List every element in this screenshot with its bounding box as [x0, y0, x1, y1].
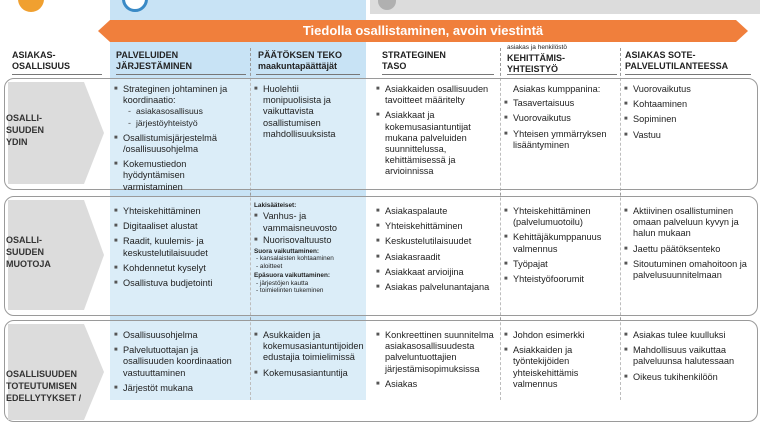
column-header-line: STRATEGINEN	[382, 50, 446, 60]
list-item: ■ Aktiivinen osallistuminen omaan palveluun kyvyn ja halun mukaan	[624, 206, 750, 240]
list-item: ■ Digitaaliset alustat	[114, 221, 248, 232]
column-header-service-situation	[625, 50, 755, 72]
list-item: ■ Jaettu päätöksenteko	[624, 244, 750, 255]
list-item: ■ Huolehtii monipuolisista ja vaikuttavista osallistumisen mahdollisuuksista	[254, 84, 358, 140]
cell-core-development	[504, 84, 616, 155]
column-header-line: ASIAKAS SOTE-	[625, 50, 696, 60]
header-underline	[382, 74, 494, 75]
list-item: ■ Osallistumisjärjestelmä /osallisuusohjelma	[114, 133, 246, 155]
cell-forms-strategic	[376, 206, 496, 297]
column-header-subtitle: asiakas ja henkilöstö	[507, 44, 567, 51]
column-header-line: TASO	[382, 61, 407, 71]
list-item: ■ Asiakas tulee kuulluksi	[624, 330, 748, 341]
column-header-participation	[12, 50, 102, 72]
column-header-decision-making	[258, 50, 368, 72]
list-item: ■ Palvelutuottajan ja osallisuuden koordinaation vastuuttaminen	[114, 345, 248, 379]
row-label-line: TOTEUTUMISEN	[6, 381, 77, 391]
list-item: ■ Osallisuusohjelma	[114, 330, 248, 341]
cell-prereq-service	[624, 330, 748, 387]
list-item: ■ Asiakas palvelunantajana	[376, 282, 496, 293]
column-header-line: PÄÄTÖKSEN TEKO	[258, 50, 343, 60]
row-label-line: OSALLISUUDEN	[6, 369, 78, 379]
orange-circle-icon	[18, 0, 44, 12]
list-item: ■ Asiakkaiden ja työntekijöiden yhteiskehittämis valmennus	[504, 345, 616, 390]
header-underline	[256, 74, 360, 75]
list-item: ■ Vuorovaikutus	[504, 113, 616, 124]
column-header-line: maakuntapäättäjät	[258, 61, 338, 71]
cell-forms-development	[504, 206, 614, 289]
cell-prereq-organizing	[114, 330, 248, 398]
row-label-core	[6, 112, 102, 148]
row-label-line: EDELLYTYKSET /	[6, 393, 82, 403]
row-label-line: OSALLI-	[6, 113, 42, 123]
column-header-line: ASIAKAS-	[12, 50, 56, 60]
list-item: ■ Asiakkaat arvioijina	[376, 267, 496, 278]
cell-core-strategic	[376, 84, 496, 182]
list-item: ■ Sitoutuminen omahoitoon ja palvelusuunnitelmaan	[624, 259, 750, 281]
list-item: - järjestöyhteistyö	[114, 118, 246, 129]
row-label-line: SUUDEN	[6, 247, 45, 257]
indirect-title: Epäsuora vaikuttaminen:	[254, 272, 330, 280]
list-item: ■ Kehittäjäkumppanuus valmennus	[504, 232, 614, 254]
column-header-line: YHTEISTYÖ	[507, 64, 559, 74]
list-item: ■ Strateginen johtaminen ja koordinaatio:	[114, 84, 246, 106]
list-item: ■ Yhteistyöfoorumit	[504, 274, 614, 285]
list-item: ■ Asukkaiden ja kokemusasiantuntijoiden edustajia toimielimissä	[254, 330, 360, 364]
direct-title: Suora vaikuttaminen:	[254, 248, 319, 256]
cell-forms-organizing	[114, 206, 248, 293]
column-header-line: PALVELUTILANTEESSA	[625, 61, 729, 71]
list-item: ■ Mahdollisuus vaikuttaa palveluunsa halutessaan	[624, 345, 748, 367]
list-item: ■ Asiakkaat ja kokemusasiantuntijat mukana palveluiden suunnittelussa, kehittämisessä ja arvioinnissa	[376, 110, 496, 177]
list-item: ■ Sopiminen	[624, 114, 748, 125]
row-label-forms	[6, 234, 102, 270]
row-label-line: MUOTOJA	[6, 259, 51, 269]
list-item: ■ Kohtaaminen	[624, 99, 748, 110]
list-item: ■ Yhteiskehittäminen	[114, 206, 248, 217]
list-item: ■ Asiakas	[376, 379, 498, 390]
list-item: ■ Yhteisen ymmärryksen lisääntyminen	[504, 129, 616, 151]
list-item: ■ Asiakaspalaute	[376, 206, 496, 217]
list-item: Asiakas kumppanina:	[513, 84, 601, 94]
list-item: - asiakasosallisuus	[114, 106, 246, 117]
column-header-line: JÄRJESTÄMINEN	[116, 61, 193, 71]
column-header-development	[507, 42, 617, 75]
list-item: ■ Kokemusasiantuntija	[254, 368, 360, 379]
list-item: ■ Vastuu	[624, 130, 748, 141]
list-item: ■ Oikeus tukihenkilöön	[624, 372, 748, 383]
list-item: ■ Keskustelutilaisuudet	[376, 236, 496, 247]
list-item: ■ Kokemustiedon hyödyntämisen varmistaminen	[114, 159, 246, 193]
header-underline	[116, 74, 246, 75]
direct-item: - aloitteet	[256, 262, 283, 270]
row-label-line: OSALLI-	[6, 235, 42, 245]
cell-core-decision	[254, 84, 358, 144]
row-label-prerequisites	[6, 368, 102, 404]
list-item: ■ Vuorovaikutus	[624, 84, 748, 95]
cell-prereq-development	[504, 330, 616, 394]
list-item: ■ Asiakasraadit	[376, 252, 496, 263]
header-underline	[507, 74, 617, 75]
indirect-item: - toimielinten tukeminen	[256, 287, 324, 295]
list-item: ■ Konkreettinen suunnitelma asiakasosallisuudesta palveluntuottajien järjestämisopimuksissa	[376, 330, 498, 375]
header-underline	[625, 74, 751, 75]
row-label-line: YDIN	[6, 137, 28, 147]
list-item: ■ Asiakkaiden osallisuuden tavoitteet määritelty	[376, 84, 496, 106]
list-item: ■ Yhteiskehittäminen	[376, 221, 496, 232]
list-item: ■ Nuorisovaltuusto	[254, 235, 364, 246]
gray-top-strip	[370, 0, 760, 14]
column-header-line: OSALLISUUS	[12, 61, 71, 71]
list-item: ■ Tasavertaisuus	[504, 98, 616, 109]
header-underline	[12, 74, 102, 75]
list-item: ■ Johdon esimerkki	[504, 330, 616, 341]
list-item: ■ Vanhus- ja vammaisneuvosto	[254, 211, 364, 233]
indirect-item: - järjestöjen kautta	[256, 279, 309, 287]
column-header-organizing	[116, 50, 246, 72]
list-item: ■ Osallistuva budjetointi	[114, 278, 248, 289]
cell-core-organizing	[114, 84, 246, 197]
cell-forms-decision	[254, 202, 364, 296]
cell-prereq-strategic	[376, 330, 498, 394]
law-title: Lakisääteiset:	[254, 202, 297, 209]
list-item: ■ Kohdennetut kyselyt	[114, 263, 248, 274]
list-item: ■ Järjestöt mukana	[114, 383, 248, 394]
direct-item: - kansalaisten kohtaaminen	[256, 255, 334, 263]
list-item: ■ Työpajat	[504, 259, 614, 270]
communication-banner	[98, 20, 748, 42]
list-item: ■ Yhteiskehittäminen (palvelumuotoilu)	[504, 206, 614, 228]
cell-core-service	[624, 84, 748, 145]
column-header-line: KEHITTÄMIS-	[507, 53, 565, 63]
cell-prereq-decision	[254, 330, 364, 383]
banner-text: Tiedolla osallistaminen, avoin viestintä	[302, 23, 544, 38]
cell-forms-service	[624, 206, 750, 285]
column-header-line: PALVELUIDEN	[116, 50, 179, 60]
list-item: ■ Raadit, kuulemis- ja keskustelutilaisuudet	[114, 236, 248, 258]
column-header-strategic	[382, 50, 492, 72]
row-label-line: SUUDEN	[6, 125, 45, 135]
